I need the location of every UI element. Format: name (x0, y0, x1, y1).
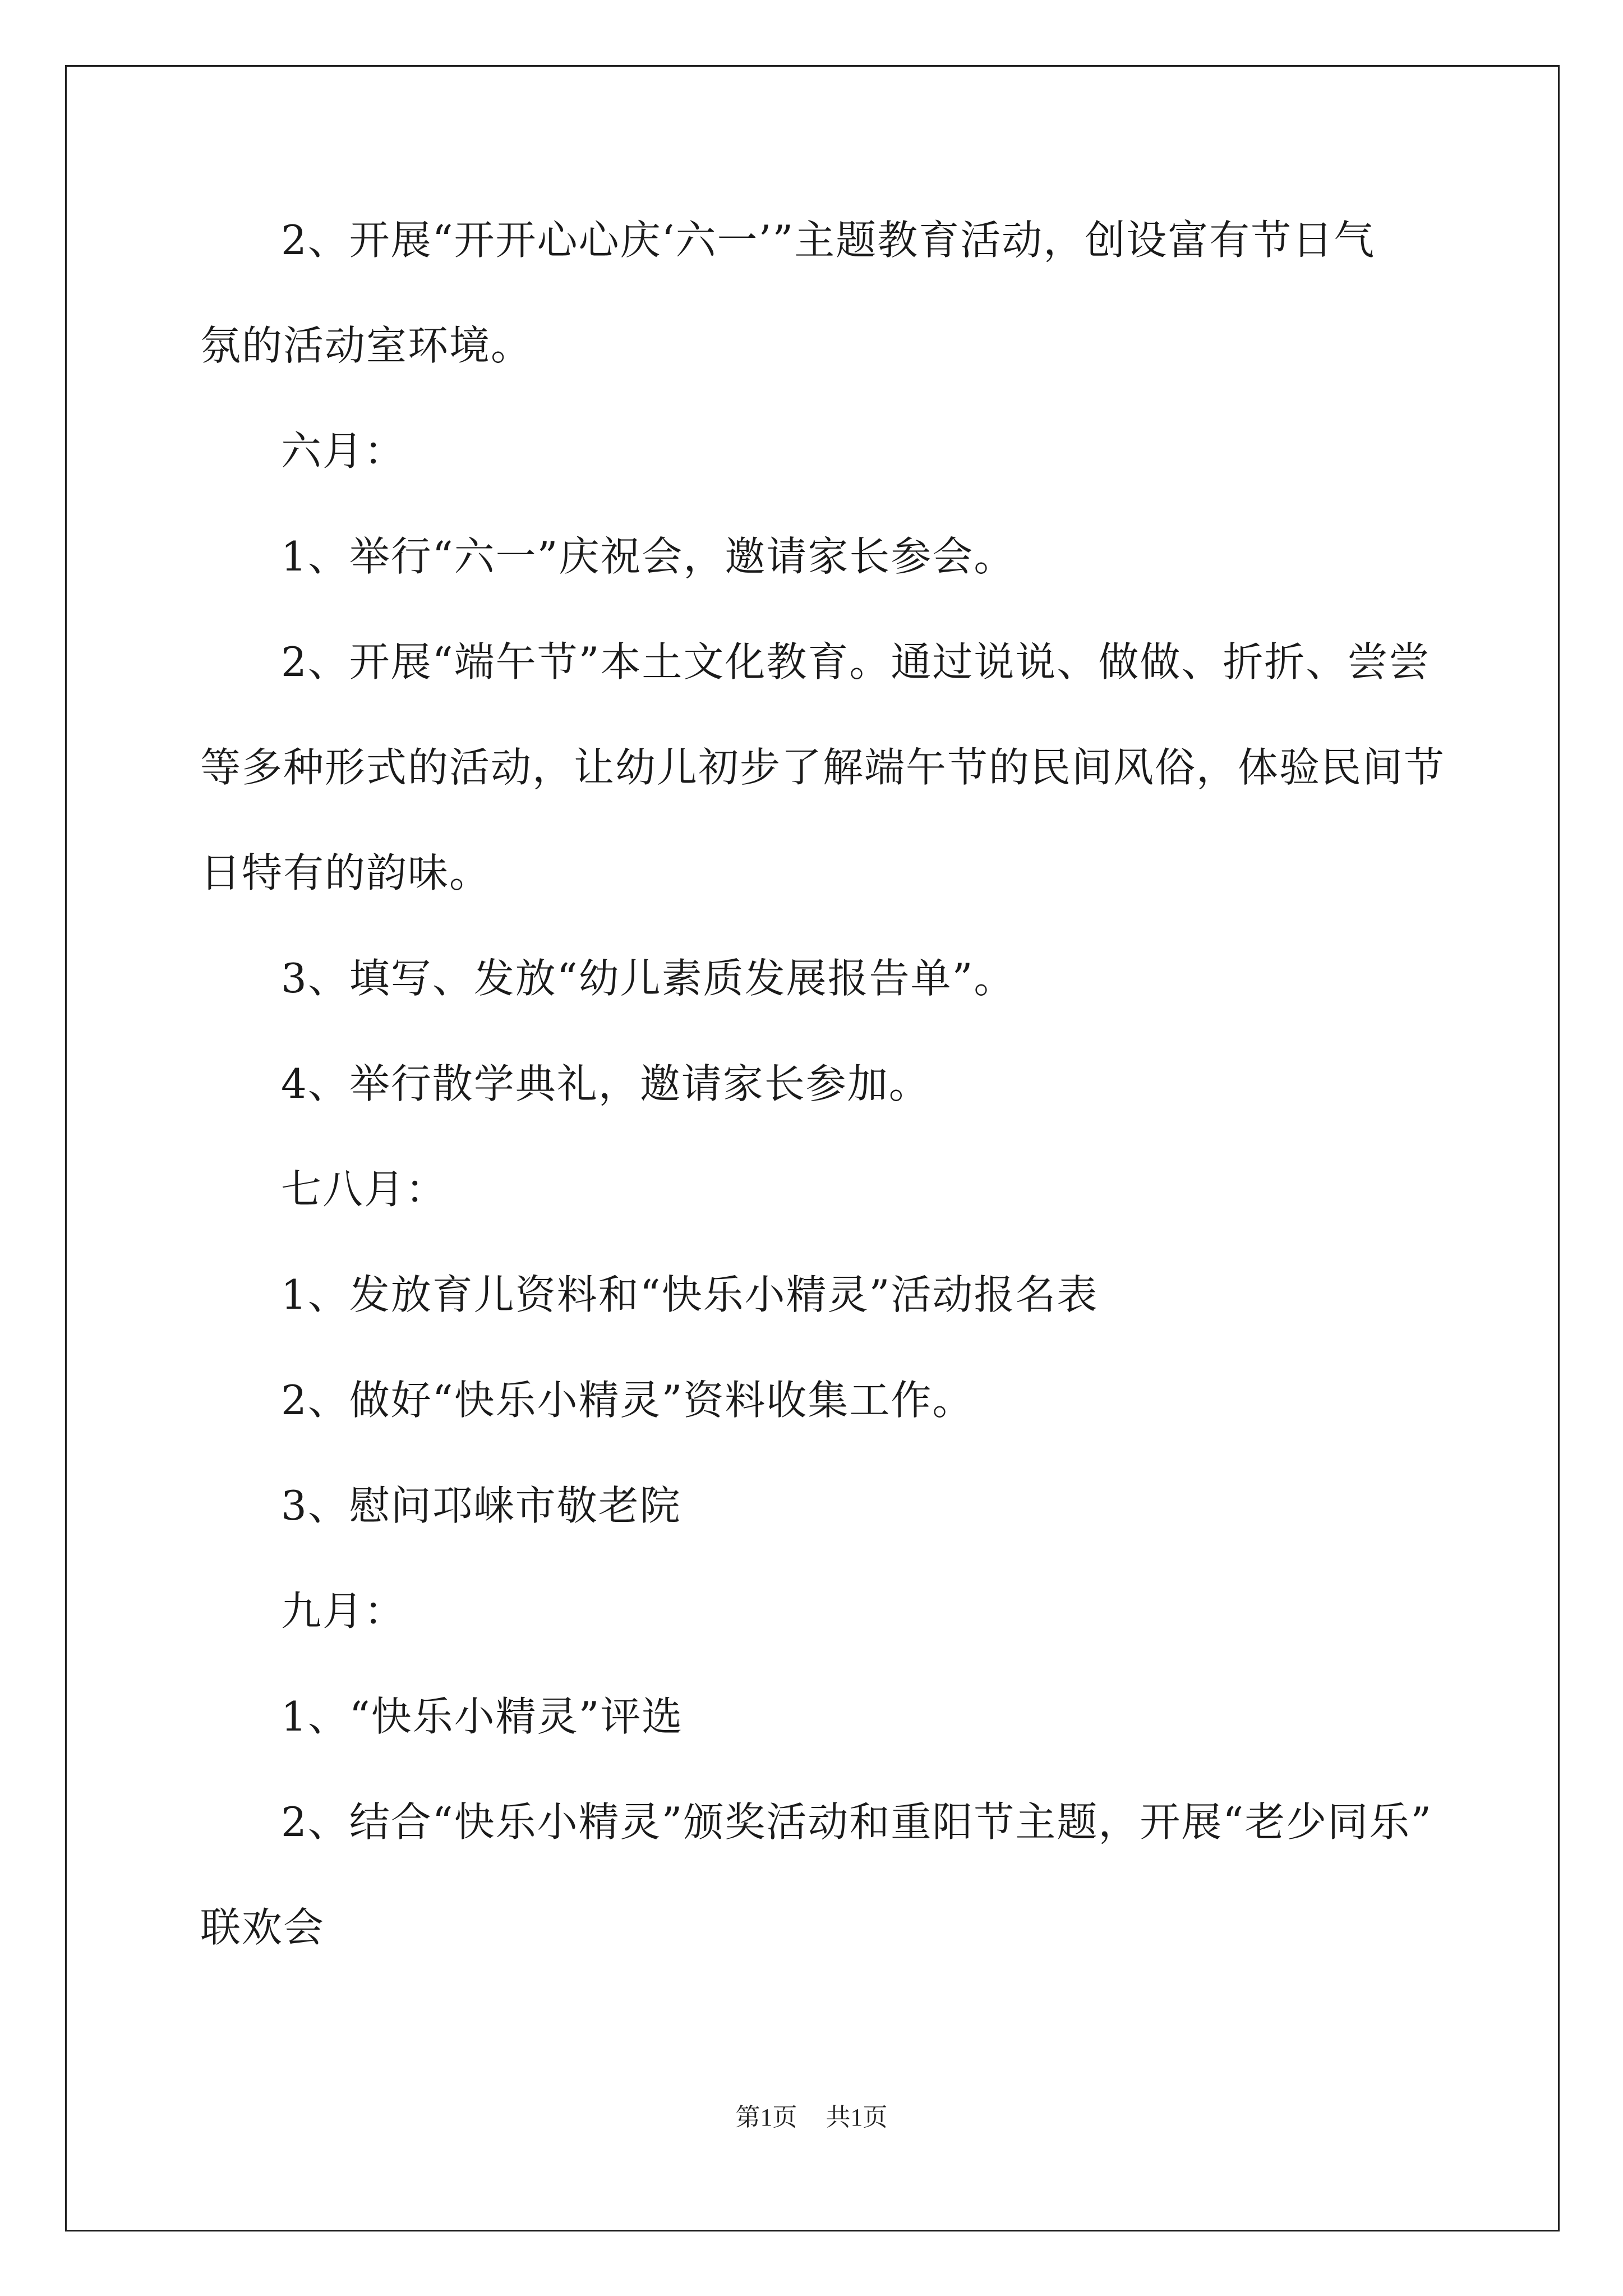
paragraph-line: 3、填写、发放“幼儿素质发展报告单”。 (281, 955, 1016, 1002)
paragraph-line: 等多种形式的活动，让幼儿初步了解端午节的民间风俗，体验民间节 (200, 744, 1446, 791)
paragraph-line: 2、结合“快乐小精灵”颁奖活动和重阳节主题，开展“老少同乐” (281, 1798, 1433, 1846)
paragraph-line: 日特有的韵味。 (200, 849, 491, 896)
page-number: 第1页 (735, 2104, 797, 2131)
section-heading-september: 九月： (281, 1588, 406, 1635)
paragraph-line: 2、开展“开开心心庆‘六一’”主题教育活动，创设富有节日气 (281, 217, 1376, 264)
section-heading-july-august: 七八月： (281, 1166, 448, 1213)
paragraph-line: 1、“快乐小精灵”评选 (281, 1693, 684, 1740)
paragraph-line: 2、做好“快乐小精灵”资料收集工作。 (281, 1377, 974, 1424)
paragraph-line: 2、开展“端午节”本土文化教育。通过说说、做做、折折、尝尝 (281, 638, 1431, 685)
paragraph-line: 1、举行“六一”庆祝会，邀请家长参会。 (281, 533, 1016, 580)
paragraph-line: 联欢会 (200, 1904, 325, 1951)
page-footer (0, 2097, 1623, 2133)
section-heading-june: 六月： (281, 427, 406, 475)
paragraph-line: 1、发放育儿资料和“快乐小精灵”活动报名表 (281, 1271, 1099, 1318)
page-total: 共1页 (826, 2104, 888, 2131)
paragraph-line: 4、举行散学典礼，邀请家长参加。 (281, 1060, 930, 1107)
paragraph-line: 氛的活动室环境。 (200, 322, 533, 369)
paragraph-line: 3、慰问邛崃市敬老院 (281, 1482, 681, 1529)
